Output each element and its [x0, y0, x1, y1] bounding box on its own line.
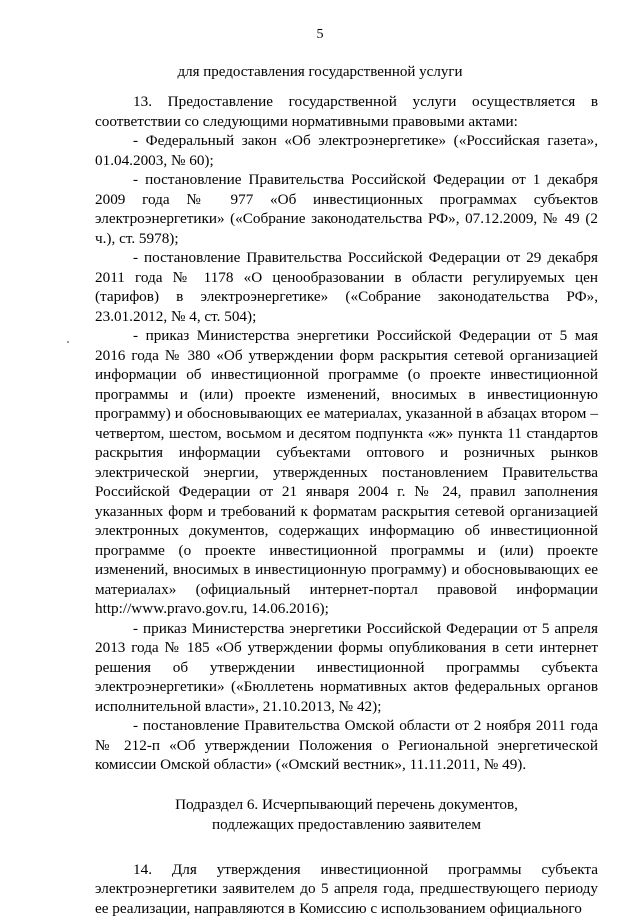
act-federal-law: - Федеральный закон «Об электроэнергетике» («Российская газета», 01.04.2003, № 60); [95, 131, 598, 170]
clause-14: 14. Для утверждения инвестиционной программы субъекта электроэнергетики заявителем до 5 апреля года, предшествующего периоду ее реализации, направляются в Комиссию с использованием официального [95, 860, 598, 918]
subsection-title [95, 795, 598, 835]
clause-13-intro: 13. Предоставление государственной услуги осуществляется в соответствии со следующими нормативными правовыми актами: [95, 92, 598, 131]
act-order-185: - приказ Министерства энергетики Российской Федерации от 5 апреля 2013 года № 185 «Об утверждении формы опубликования в сети интернет решения об утверждении инвестиционной программы субъекта электроэнергетики» («Бюллетень нормативных актов федеральных органов исполнительной власти», 21.10.2013, № 42); [95, 619, 598, 717]
heading-fragment: для предоставления государственной услуги [0, 64, 640, 81]
subsection-title-line-1: Подраздел 6. Исчерпывающий перечень документов, [95, 795, 598, 815]
scan-speck [67, 341, 69, 343]
subsection-title-line-2: подлежащих предоставлению заявителем [95, 815, 598, 835]
document-body [95, 92, 598, 918]
act-resolution-977: - постановление Правительства Российской Федерации от 1 декабря 2009 года № 977 «Об инвестиционных программах субъектов электроэнергетики» («Собрание законодательства РФ», 07.12.2009, № 49 (2 ч.), ст. 5978); [95, 170, 598, 248]
act-order-380: - приказ Министерства энергетики Российской Федерации от 5 мая 2016 года № 380 «Об утверждении форм раскрытия сетевой организацией информации об инвестиционной программе (о проекте инвестиционной программы и (или) проекте изменений, вносимых в инвестиционную программу) и обосновывающих ее материалах, указанной в абзацах втором – четвертом, шестом, восьмом и десятом подпункта «ж» пункта 11 стандартов раскрытия информации субъектами оптового и розничных рынков электрической энергии, утвержденных постановлением Правительства Российской Федерации от 21 января 2004 г. № 24, правил заполнения указанных форм и требований к форматам раскрытия сетевой организацией электронных документов, содержащих информацию об инвестиционной программе (о проекте инвестиционной программы и (или) проекте изменений, вносимых в инвестиционную программу) и обосновывающих ее материалах» (официальный интернет-портал правовой информации http://www.pravo.gov.ru, 14.06.2016); [95, 326, 598, 619]
act-resolution-1178: - постановление Правительства Российской Федерации от 29 декабря 2011 года № 1178 «О ценообразовании в области регулируемых цен (тарифов) в электроэнергетике» («Собрание законодательства РФ», 23.01.2012, № 4, ст. 504); [95, 248, 598, 326]
page-number: 5 [0, 27, 640, 43]
act-omsk-resolution-212: - постановление Правительства Омской области от 2 ноября 2011 года № 212-п «Об утверждении Положения о Региональной энергетической комиссии Омской области» («Омский вестник», 11.11.2011, № 49). [95, 716, 598, 775]
